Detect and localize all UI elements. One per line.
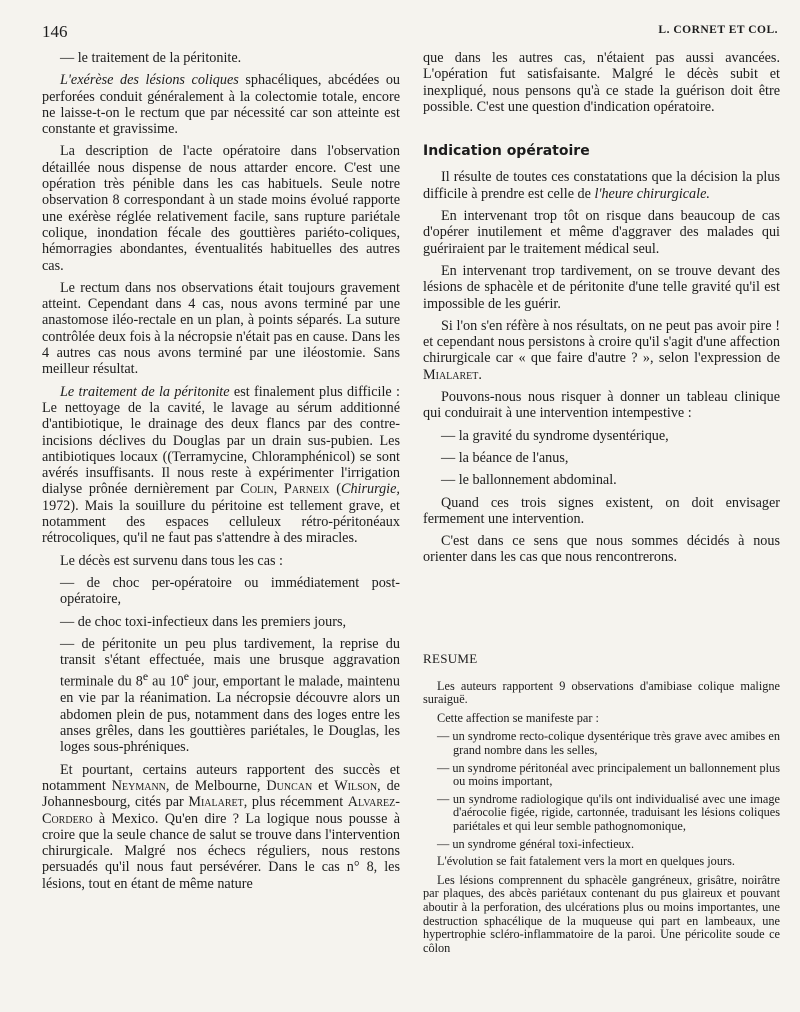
text: , de Johannesbourg, cités par	[42, 777, 400, 811]
list-item: — le ballonnement abdominal.	[441, 472, 617, 489]
list-item: — la gravité du syndrome dysentérique,	[441, 427, 669, 444]
text: (	[329, 481, 341, 498]
emphasis: L'exérèse des lésions coliques	[60, 72, 239, 89]
running-head: L. CORNET ET COL.	[658, 24, 778, 36]
author-name: Alvarez-Cordero	[42, 794, 400, 827]
paragraph: La description de l'acte opératoire dans l'observation détaillée nous dispense de nous attarder encore. C'est une opération très pénible dans les cas habituels. Seule notre observation 8 correspondant à un stade moins évolué rapporte une exérèse réglée relativement facile, sans rupture pariétale colique, inondation fécale des gouttières pariéto-coliques, hémorragies abondantes, éventualités habituelles des autres cas.	[42, 143, 400, 274]
summary-section	[423, 652, 780, 960]
author-name: Mialaret	[423, 366, 479, 383]
paragraph: C'est dans ce sens que nous sommes décidés à nous orienter dans les cas que nous rencontrerons.	[423, 533, 780, 566]
text: à Mexico. Qu'en dire ? La logique nous pousse à croire que la seule chance de salut se trouve dans l'intervention chirurgicale. Malgré nos échecs réguliers, nous restons persuadés qu'il nous faut persévérer. Dans le cas n° 8, les lésions, tout en étant de même nature	[42, 810, 400, 892]
paragraph: En intervenant trop tôt on risque dans beaucoup de cas d'opérer inutilement et même d'aggraver des malades qui guériraient par le traitement médical seul.	[423, 208, 780, 257]
paragraph: — le traitement de la péritonite.	[60, 50, 242, 66]
paragraph	[423, 318, 780, 383]
list-item: — un syndrome recto-colique dysentérique très grave avec amibes en grand nombre dans les selles,	[437, 729, 780, 757]
paragraph: Cette affection se manifeste par :	[437, 710, 599, 725]
text: Et pourtant, certains auteurs rapportent des succès et notamment	[42, 761, 400, 794]
author-name: Neymann	[111, 777, 166, 794]
text: et	[312, 777, 335, 794]
author-name: Duncan	[266, 777, 313, 794]
paragraph: Pouvons-nous nous risquer à donner un tableau clinique qui conduirait à une intervention intempestive :	[423, 389, 780, 422]
text: est finalement plus difficile : Le nettoyage de la cavité, le lavage au sérum additionné d'antibiotique, le drainage des deux flancs par des contre-incisions déclives du Douglas par un drain sus-pubien. Les antibiotiques locaux ((Terramycine, Chloramphénicol) se sont avérés insuffisants. Il nous reste à expérimenter l'irrigation dialyse prônée dernièrement par	[42, 383, 400, 498]
paragraph: En intervenant trop tardivement, on se trouve devant des lésions de sphacèle et de péritonite d'une telle gravité qu'il est impossible de les guérir.	[423, 262, 780, 312]
text: Il résulte de toutes ces constatations que la décision la plus difficile à prendre est celle de	[423, 169, 780, 202]
author-name: Wilson	[334, 777, 378, 794]
paragraph: Le rectum dans nos observations était toujours gravement atteint. Cependant dans 4 cas, nous avons terminé par une anastomose iléo-rectale en un plan, à points séparés. La suture contrôlée deux fois à la nécropsie n'était pas en cause. Dans les 4 autres cas nous avons terminé par une iléostomie. Sans meilleur résultat.	[42, 279, 400, 378]
paragraph: L'évolution se fait fatalement vers la mort en quelques jours.	[437, 854, 735, 869]
list-item: — de choc per-opératoire ou immédiatement post-opératoire,	[60, 574, 400, 608]
right-column	[423, 50, 780, 572]
paragraph: Le décès est survenu dans tous les cas :	[60, 552, 283, 569]
summary-title: RESUME	[423, 651, 478, 666]
page-number: 146	[42, 22, 68, 41]
list-item: — de choc toxi-infectieux dans les premiers jours,	[60, 613, 347, 630]
page-header	[42, 22, 778, 42]
emphasis: l'heure chirurgicale.	[594, 185, 710, 202]
list-item	[42, 636, 400, 756]
author-name: Mialaret	[188, 794, 244, 811]
superscript: e	[183, 669, 190, 684]
paragraph: Les auteurs rapportent 9 observations d'amibiase colique maligne suraiguë.	[423, 678, 780, 707]
journal-title: Chirurgie,	[340, 481, 400, 498]
paragraph: Quand ces trois signes existent, on doit envisager fermement une intervention.	[423, 494, 780, 527]
text: — de péritonite un peu plus tardivement, la reprise du transit s'étant effectuée, mais une brusque aggravation terminale du 8	[60, 635, 400, 691]
text: Si l'on s'en réfère à nos résultats, on ne peut pas avoir pire ! et cependant nous persistons à croire qu'il s'agit d'une affection chirurgicale car « que faire d'autre ? », selon l'expression de	[423, 317, 780, 367]
text: .	[478, 366, 482, 383]
author-name: Colin, Parneix	[240, 481, 330, 498]
list-item: — un syndrome radiologique qu'ils ont individualisé avec une image d'aérocolie figée, rigide, cartonnée, traduisant les lésions coliques pariétales et qui leur semble pathognomonique,	[437, 791, 780, 833]
paragraph	[42, 72, 400, 137]
text: 1972). Mais la souillure du péritoine est tellement grave, et notamment des espaces celluleux rétro-péritonéaux rétrocoliques, qu'il ne faut pas s'attendre à des miracles.	[42, 497, 400, 547]
text: jour, emportant le malade, maintenu en vie par la réanimation. La nécropsie découvre alors un abdomen plein de pus, notamment dans des loges entre les anses grêles, dans les gouttières pariétales, le Douglas, les loges sous-phréniques.	[60, 674, 400, 756]
list-item: — la béance de l'anus,	[441, 449, 569, 466]
list-item: — un syndrome général toxi-infectieux.	[437, 836, 635, 851]
emphasis: Le traitement de la péritonite	[60, 383, 230, 400]
left-column	[42, 50, 400, 898]
paragraph	[423, 169, 780, 202]
superscript: e	[142, 669, 149, 684]
paragraph	[42, 384, 400, 547]
list-item: — un syndrome péritonéal avec principalement un ballonnement plus ou moins important,	[437, 760, 780, 789]
paragraph	[42, 762, 400, 892]
text: sphacéliques, abcédées ou perforées conduit généralement à la colectomie totale, encore ne laisse-t-on le rectum que par nécessité car son atteinte est constante et gravissime.	[42, 72, 401, 138]
text: , de Melbourne,	[165, 777, 267, 794]
paragraph: Les lésions comprennent du sphacèle gangréneux, grisâtre, noirâtre par plaques, des abcès pariétaux contenant du pus glaireux et pouvant aboutir à la perforation, des ulcérations plus ou moins importantes, une destruction sphacélique de la muqueuse qui part en lambeaux, une hypertrophie scléro-inflammatoire de la paroi. Une péricolite soude ce côlon	[423, 872, 780, 955]
section-heading: Indication opératoire	[423, 143, 590, 160]
paragraph: que dans les autres cas, n'étaient pas aussi avancées. L'opération fut satisfaisante. Malgré le décès subit et inexpliqué, nous pensons qu'à ce stade la guérison doit être possible. C'est une question d'indication opératoire.	[423, 50, 780, 115]
text: au 10	[148, 674, 184, 691]
text: , plus récemment	[243, 794, 348, 811]
